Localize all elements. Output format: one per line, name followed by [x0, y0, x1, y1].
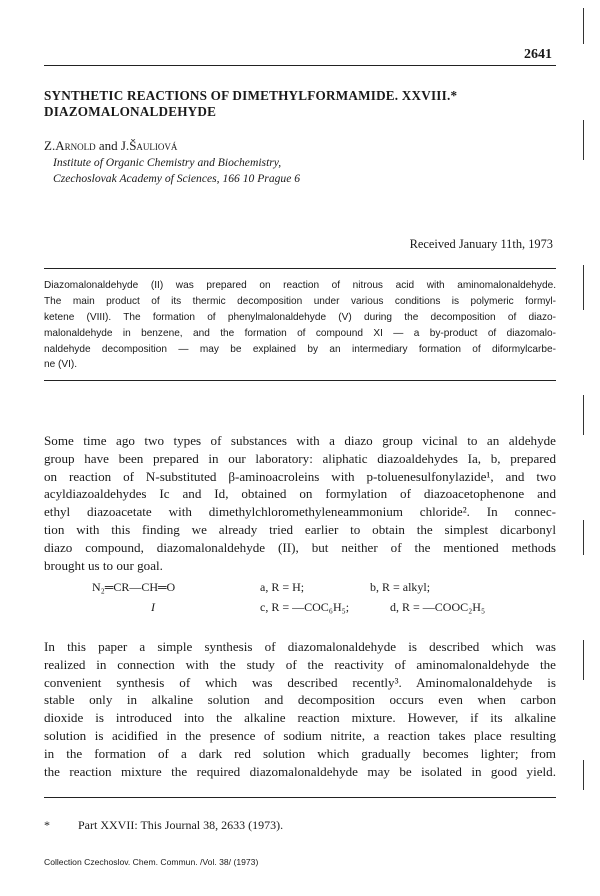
- margin-mark: [583, 395, 584, 435]
- abstract: [44, 278, 556, 373]
- body-line: on reaction of N-substituted β-aminoacroleins with p-toluenesulfonylazide¹, and two: [44, 468, 556, 484]
- body-line: ethyl diazoacetate with dimethylchloromethyleneammonium chloride². In connec-: [44, 504, 556, 520]
- affiliation-line: Czechoslovak Academy of Sciences, 166 10 Prague 6: [53, 172, 301, 185]
- margin-mark: [583, 265, 584, 310]
- body-line: Some time ago two types of substances with a diazo group vicinal to an aldehyde: [44, 433, 556, 448]
- body-line: solution is acidified in the presence of sodium nitrite, a reaction takes place resulting: [44, 727, 556, 743]
- abstract-bottom-rule: [44, 380, 556, 381]
- header-rule: [44, 65, 556, 66]
- footnote-rule: [44, 797, 556, 798]
- body-line: in the formation of a dark red solution which gradually becomes lighter; from: [44, 745, 556, 761]
- body-line: In this paper a simple synthesis of diazomalonaldehyde is described which was: [44, 639, 556, 654]
- abstract-line: ketene (VIII). The formation of phenylmalonaldehyde (V) during the decomposition of diazo-: [44, 311, 556, 323]
- body-line: realized in connection with the study of the reactivity of aminomalonaldehyde the: [44, 656, 556, 672]
- formula-variant-c: c, R = —COC₆H₅;: [260, 600, 350, 614]
- body-line: dioxide is introduced into the alkaline reaction mixture. However, if its alkaline: [44, 710, 556, 726]
- body-line: group have been prepared in our laboratory: aliphatic diazoaldehydes Ia, b, prepared: [44, 450, 556, 466]
- body-line: tion with this finding we already tried earlier to obtain the simplest dicarbonyl: [44, 521, 556, 537]
- body-line: the reaction mixture the required diazomalonaldehyde may be isolated in good yield.: [44, 763, 556, 779]
- title-line: DIAZOMALONALDEHYDE: [44, 104, 217, 119]
- abstract-line: Diazomalonaldehyde (II) was prepared on reaction of nitrous acid with aminomalonaldehyde.: [44, 280, 556, 291]
- author-initial: Z.: [44, 138, 56, 153]
- abstract-line: ne (VI).: [44, 359, 78, 371]
- paragraph-1: [44, 432, 556, 574]
- paragraph-2: [44, 638, 556, 780]
- body-line: convenient synthesis of which was described recently³. Aminomalonaldehyde is: [44, 674, 556, 690]
- abstract-top-rule: [44, 268, 556, 269]
- margin-mark: [583, 520, 584, 555]
- body-line: stable only in alkaline solution and decomposition occurs even when carbon: [44, 692, 556, 708]
- margin-mark: [583, 760, 584, 790]
- abstract-line: malonaldehyde in benzene, and the formation of compound XI — a by-product of diazomalo-: [44, 327, 556, 339]
- abstract-line: naldehyde decomposition — may be explained by an intermediary formation of diformylcarbe-: [44, 343, 556, 355]
- affiliation-line: Institute of Organic Chemistry and Biochemistry,: [53, 156, 282, 169]
- title-line: SYNTHETIC REACTIONS OF DIMETHYLFORMAMIDE. XXVIII.*: [44, 88, 458, 103]
- author-initial: J.: [120, 138, 130, 153]
- abstract-line: The main product of its thermic decomposition under various conditions is polymeric formyl-: [44, 295, 556, 307]
- authors: [44, 138, 177, 154]
- margin-mark: [583, 120, 584, 160]
- body-line: brought us to our goal.: [44, 557, 163, 573]
- formula-variant-d: d, R = —COOC₂H₅: [390, 600, 486, 614]
- received-date: Received January 11th, 1973: [409, 237, 553, 251]
- body-line: diazo compound, diazomalonaldehyde (II), but neither of the mentioned methods: [44, 539, 556, 555]
- article-title: [44, 88, 554, 120]
- author-name: Šauliová: [129, 138, 178, 153]
- author-conjunction: and: [98, 138, 118, 153]
- formula-label: I: [151, 600, 155, 614]
- author-name: Arnold: [55, 138, 96, 153]
- page-number: 2641: [524, 47, 552, 62]
- margin-mark: [583, 8, 584, 44]
- formula-variant-b: b, R = alkyl;: [370, 580, 431, 594]
- affiliation: [53, 155, 300, 187]
- margin-mark: [583, 640, 584, 680]
- body-line: acyldiazoaldehydes Ic and Id, obtained on formylation of diazoacetophenone and: [44, 486, 556, 502]
- formula-structure: N₂═CR—CH═O: [92, 580, 176, 594]
- footnote-text: Part XXVII: This Journal 38, 2633 (1973).: [78, 818, 284, 832]
- footnote: [44, 818, 283, 833]
- footnote-marker: *: [44, 818, 50, 832]
- journal-citation: Collection Czechoslov. Chem. Commun. /Vol. 38/ (1973): [44, 857, 259, 867]
- formula-variant-a: a, R = H;: [260, 580, 305, 594]
